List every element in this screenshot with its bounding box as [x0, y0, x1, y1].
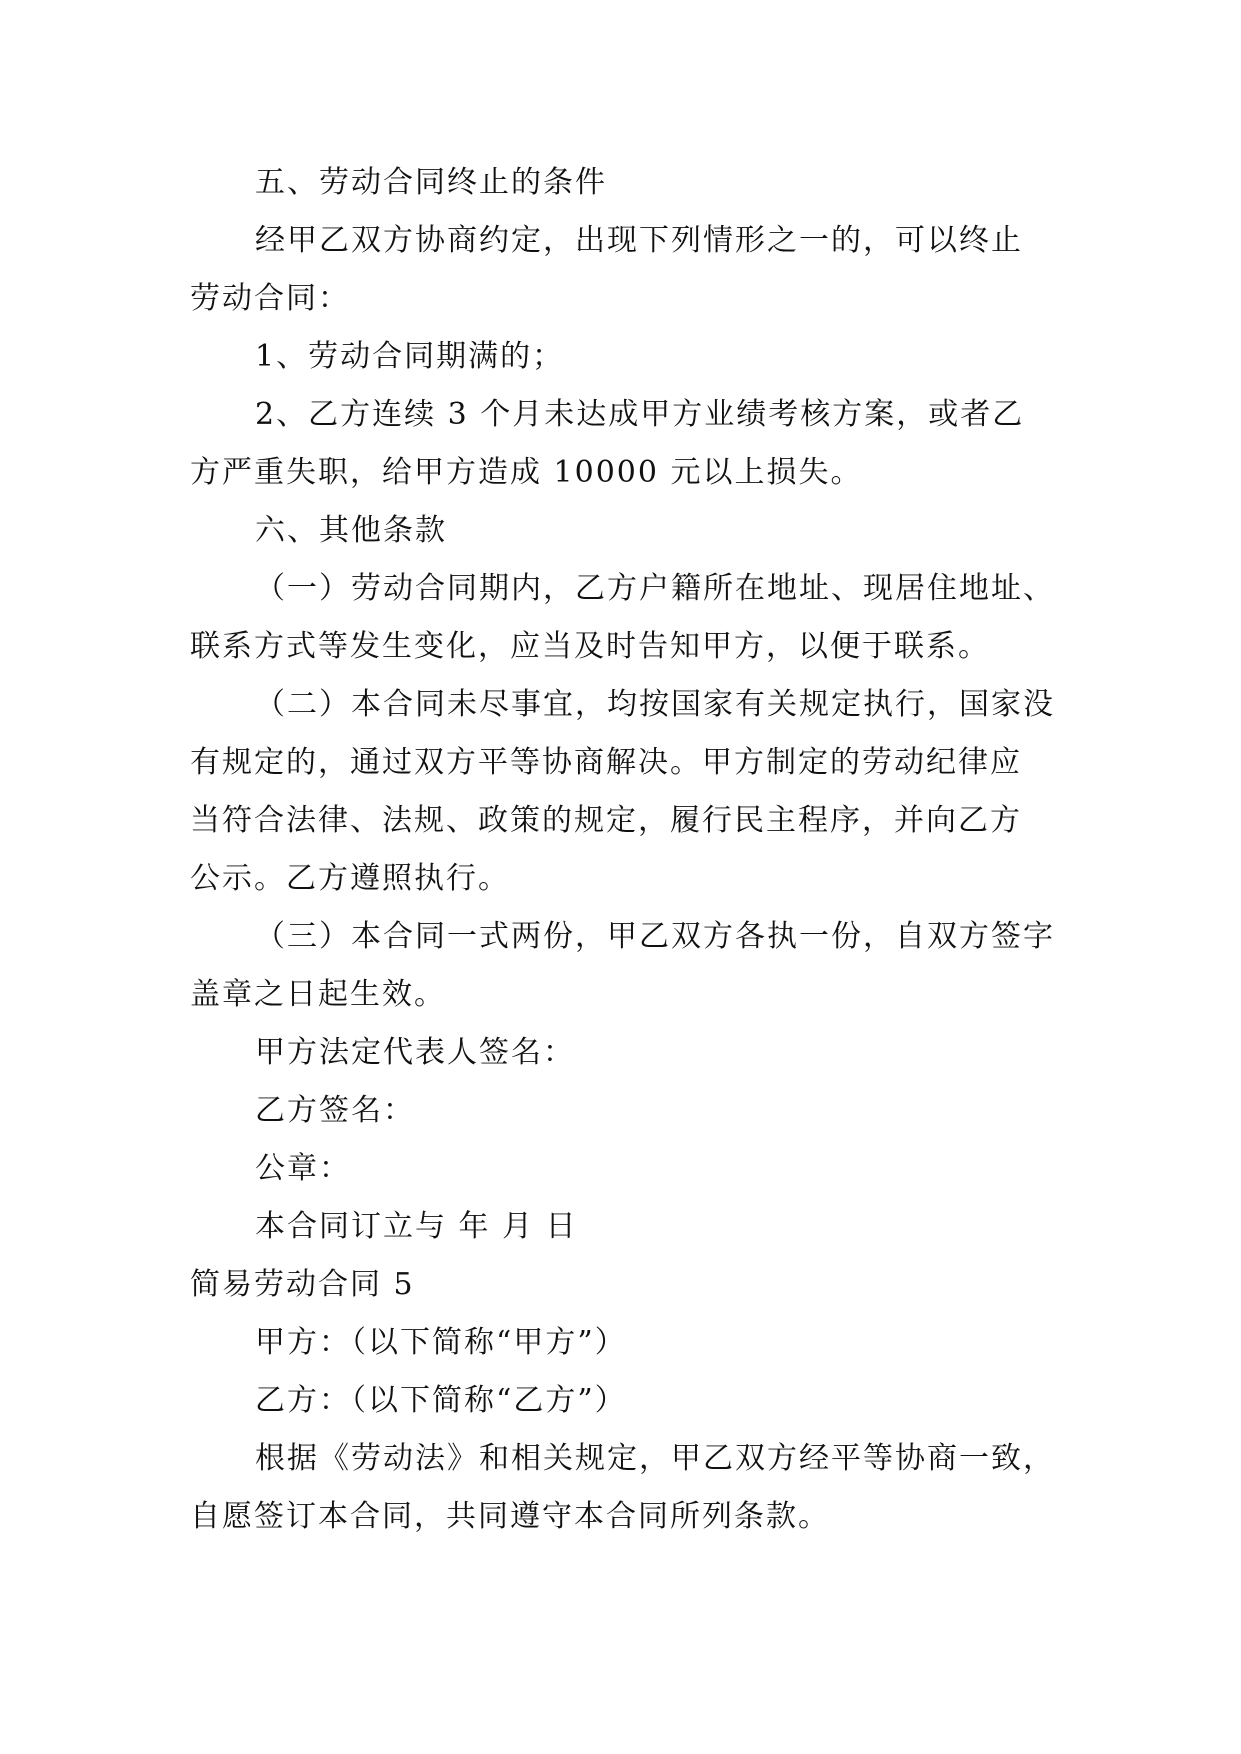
date-line: 本合同订立与 年 月 日 [255, 1209, 578, 1244]
paragraph-line: 经甲乙双方协商约定，出现下列情形之一的，可以终止 [255, 223, 1023, 258]
paragraph-line: 有规定的，通过双方平等协商解决。甲方制定的劳动纪律应 [190, 745, 1022, 780]
preamble-line: 根据《劳动法》和相关规定，甲乙双方经平等协商一致， [255, 1441, 1055, 1476]
list-item-2: 2、乙方连续 3 个月未达成甲方业绩考核方案，或者乙 [255, 397, 1025, 432]
list-item-1: 1、劳动合同期满的； [255, 339, 565, 374]
paragraph-line: 劳动合同： [190, 281, 350, 316]
clause-2: （二）本合同未尽事宜，均按国家有关规定执行，国家没 [255, 687, 1055, 722]
clause-1: （一）劳动合同期内，乙方户籍所在地址、现居住地址、 [255, 571, 1055, 606]
section-heading-termination: 五、劳动合同终止的条件 [255, 165, 607, 200]
signature-party-b: 乙方签名： [255, 1093, 415, 1128]
party-b-line: 乙方：（以下简称“乙方”） [255, 1383, 627, 1418]
paragraph-line: 公示。乙方遵照执行。 [190, 861, 510, 896]
paragraph-line: 联系方式等发生变化，应当及时告知甲方，以便于联系。 [190, 629, 990, 664]
document-title: 简易劳动合同 5 [190, 1267, 415, 1302]
paragraph-line: 自愿签订本合同，共同遵守本合同所列条款。 [190, 1499, 830, 1534]
paragraph-line: 方严重失职，给甲方造成 10000 元以上损失。 [190, 455, 863, 490]
paragraph-line: 当符合法律、法规、政策的规定，履行民主程序，并向乙方 [190, 803, 1022, 838]
clause-3: （三）本合同一式两份，甲乙双方各执一份，自双方签字 [255, 919, 1055, 954]
official-seal-line: 公章： [255, 1151, 351, 1186]
signature-party-a: 甲方法定代表人签名： [255, 1035, 575, 1070]
paragraph-line: 盖章之日起生效。 [190, 977, 446, 1012]
party-a-line: 甲方：（以下简称“甲方”） [255, 1325, 627, 1360]
section-heading-other-terms: 六、其他条款 [255, 513, 447, 548]
